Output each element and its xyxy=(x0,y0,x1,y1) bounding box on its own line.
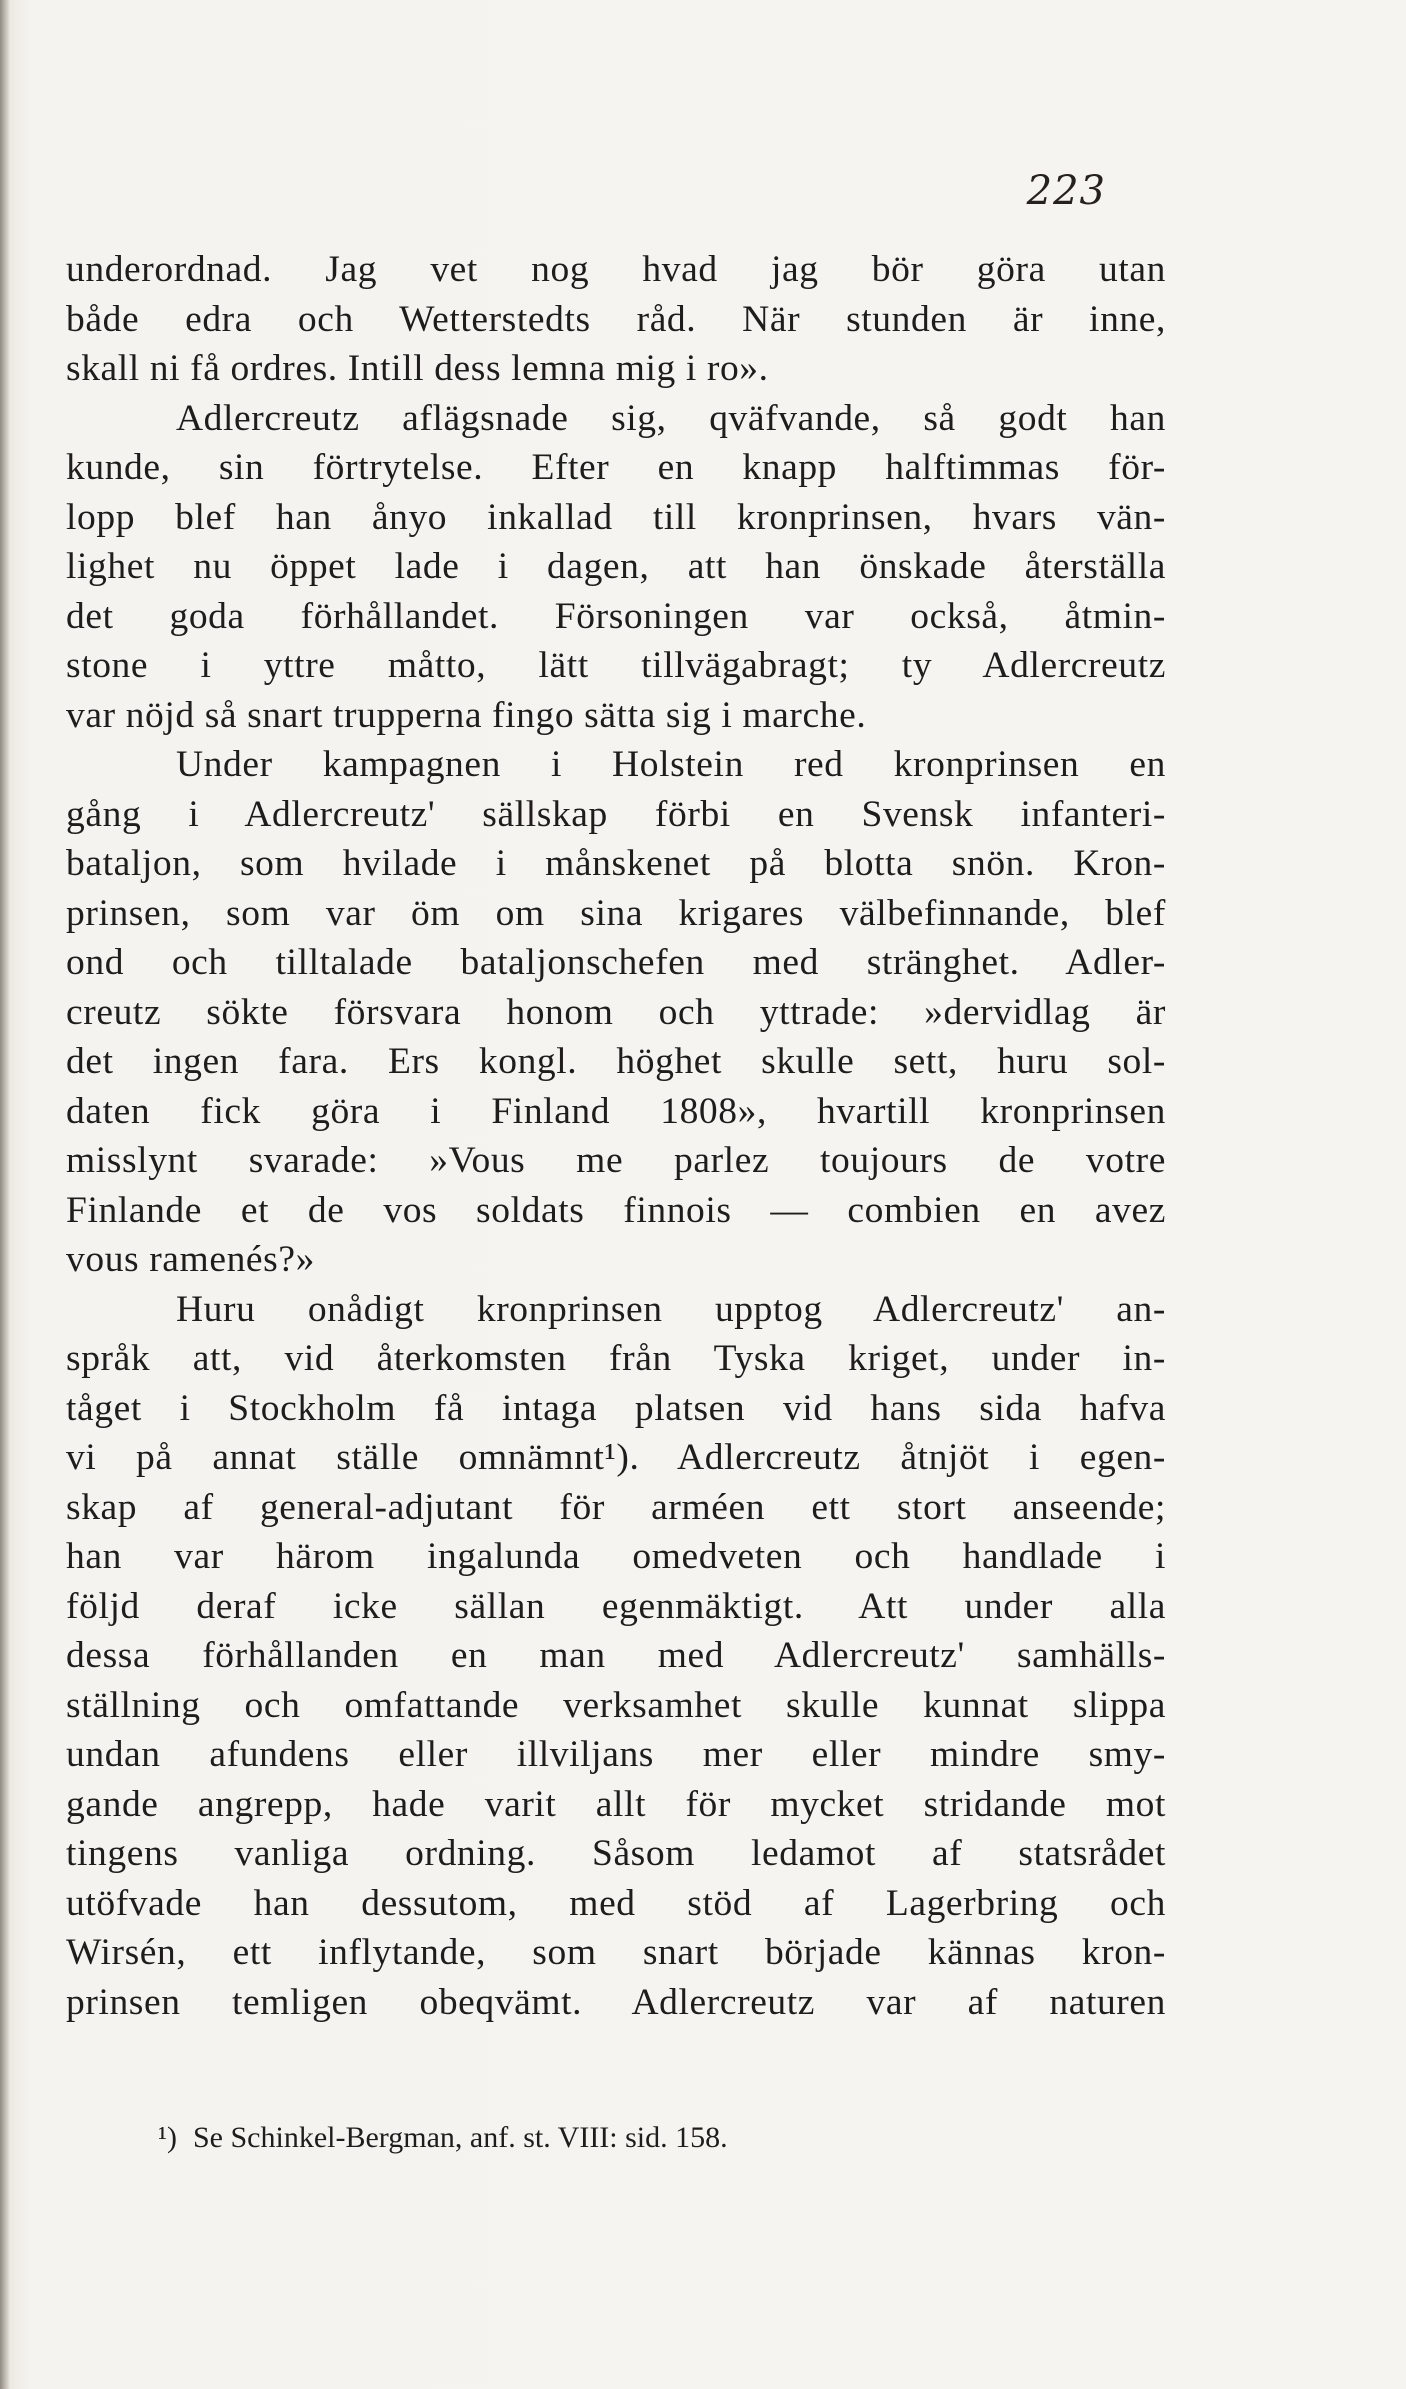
text-line: det goda förhållandet. Försoningen var också, åtmin- xyxy=(66,595,1166,637)
text-line: ond och tilltalade bataljonschefen med stränghet. Adler- xyxy=(66,942,1166,983)
text-line: det ingen fara. Ers kongl. höghet skulle sett, huru sol- xyxy=(66,1041,1166,1082)
text-line: följd deraf icke sällan egenmäktigt. Att under alla xyxy=(66,1585,1166,1627)
text-line: utöfvade han dessutom, med stöd af Lagerbring och xyxy=(66,1882,1166,1924)
footnote-text: Se Schinkel-Bergman, anf. st. VIII: sid. 158. xyxy=(192,2121,728,2154)
text-line: tingens vanliga ordning. Såsom ledamot af statsrådet xyxy=(66,1833,1166,1874)
text-line: undan afundens eller illviljans mer eller mindre smy- xyxy=(66,1734,1166,1775)
text-line: gande angrepp, hade varit allt för mycket stridande mot xyxy=(66,1783,1166,1825)
text-line: Under kampagnen i Holstein red kronprinsen en xyxy=(176,744,1166,785)
text-line: tåget i Stockholm få intaga platsen vid hans sida hafva xyxy=(66,1387,1166,1429)
text-line: prinsen, som var öm om sina krigares välbefinnande, blef xyxy=(66,892,1166,934)
text-line: stone i yttre måtto, lätt tillvägabragt; ty Adlercreutz xyxy=(66,645,1166,686)
text-line: ställning och omfattande verksamhet skulle kunnat slippa xyxy=(66,1684,1166,1726)
text-line: dessa förhållanden en man med Adlercreutz' samhälls- xyxy=(66,1635,1166,1676)
text-line: bataljon, som hvilade i månskenet på blotta snön. Kron- xyxy=(66,843,1166,884)
footnote xyxy=(158,2118,958,2158)
text-line: var nöjd så snart trupperna fingo sätta sig i marche. xyxy=(66,694,867,736)
text-line: prinsen temligen obeqvämt. Adlercreutz var af naturen xyxy=(66,1981,1166,2023)
body-text xyxy=(66,245,1166,2027)
text-line: Adlercreutz aflägsnade sig, qväfvande, så godt han xyxy=(176,397,1166,439)
text-line: gång i Adlercreutz' sällskap förbi en Svensk infanteri- xyxy=(66,793,1166,835)
text-line: misslynt svarade: »Vous me parlez toujours de votre xyxy=(66,1140,1166,1181)
page-binding-edge xyxy=(0,0,10,2389)
text-line: daten fick göra i Finland 1808», hvartill kronprinsen xyxy=(66,1090,1166,1132)
text-line: vous ramenés?» xyxy=(66,1239,315,1280)
page-number: 223 xyxy=(1026,168,1106,214)
text-line: Finlande et de vos soldats finnois — combien en avez xyxy=(66,1189,1166,1231)
text-line: vi på annat ställe omnämnt¹). Adlercreutz åtnjöt i egen- xyxy=(66,1437,1166,1478)
text-line: skall ni få ordres. Intill dess lemna mig i ro». xyxy=(66,348,769,389)
text-line: lopp blef han ånyo inkallad till kronprinsen, hvars vän- xyxy=(66,496,1166,538)
text-line: skap af general-adjutant för arméen ett stort anseende; xyxy=(66,1486,1166,1528)
text-line: både edra och Wetterstedts råd. När stunden är inne, xyxy=(66,298,1166,340)
text-line: kunde, sin förtrytelse. Efter en knapp halftimmas för- xyxy=(66,447,1166,488)
text-line: Wirsén, ett inflytande, som snart började kännas kron- xyxy=(66,1932,1166,1973)
text-line: creutz sökte försvara honom och yttrade: »dervidlag är xyxy=(66,991,1166,1033)
footnote-marker: ¹) xyxy=(158,2121,177,2154)
text-line: underordnad. Jag vet nog hvad jag bör göra utan xyxy=(66,249,1166,290)
text-line: han var härom ingalunda omedveten och handlade i xyxy=(66,1536,1166,1577)
text-line: Huru onådigt kronprinsen upptog Adlercreutz' an- xyxy=(176,1288,1166,1330)
text-line: lighet nu öppet lade i dagen, att han önskade återställa xyxy=(66,546,1166,587)
text-line: språk att, vid återkomsten från Tyska kriget, under in- xyxy=(66,1338,1166,1379)
